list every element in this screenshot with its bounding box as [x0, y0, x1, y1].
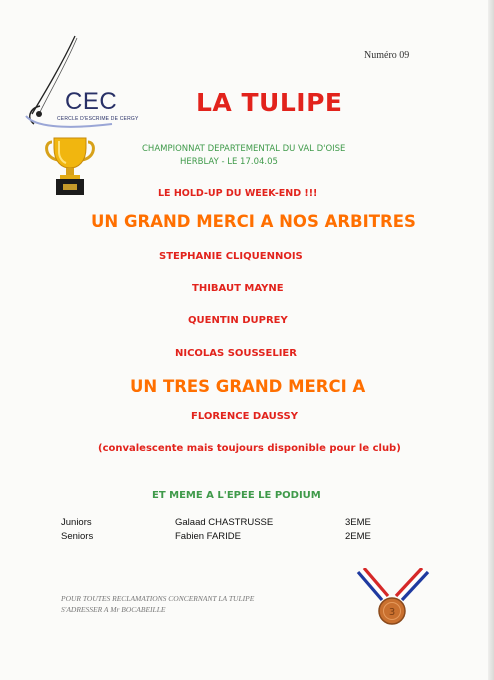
referee-name: NICOLAS SOUSSELIER: [175, 348, 297, 359]
podium-heading: ET MEME A L'EPEE LE PODIUM: [152, 490, 321, 501]
holdup-heading: LE HOLD-UP DU WEEK-END !!!: [158, 188, 318, 199]
svg-text:3: 3: [388, 607, 396, 618]
medal-icon: [352, 568, 432, 630]
referees-thanks-heading: UN GRAND MERCI A NOS ARBITRES: [91, 212, 416, 231]
special-thanks-heading: UN TRES GRAND MERCI A: [130, 377, 366, 396]
result-place: 2EME: [345, 531, 371, 542]
trophy-icon: [44, 134, 96, 198]
footer-line: S'ADRESSER A Mr BOCABEILLE: [61, 605, 166, 614]
thanked-person-name: FLORENCE DAUSSY: [191, 411, 298, 422]
logo-text: CEC: [65, 88, 118, 115]
result-category: Juniors: [61, 517, 92, 528]
result-name: Galaad CHASTRUSSE: [175, 517, 274, 528]
result-name: Fabien FARIDE: [175, 531, 241, 542]
event-location-date: HERBLAY - LE 17.04.05: [180, 157, 278, 167]
referee-name: QUENTIN DUPREY: [188, 315, 288, 326]
referee-name: THIBAUT MAYNE: [192, 283, 284, 294]
referee-name: STEPHANIE CLIQUENNOIS: [159, 251, 303, 262]
logo-subtitle: CERCLE D'ESCRIME DE CERGY: [57, 116, 139, 122]
event-name: CHAMPIONNAT DEPARTEMENTAL DU VAL D'OISE: [142, 144, 346, 154]
newsletter-title: LA TULIPE: [196, 88, 343, 117]
result-place: 3EME: [345, 517, 371, 528]
result-category: Seniors: [61, 531, 94, 542]
convalescent-note: (convalescente mais toujours disponible pour le club): [98, 443, 401, 454]
footer-line: POUR TOUTES RECLAMATIONS CONCERNANT LA TULIPE: [61, 594, 255, 603]
issue-number: Numéro 09: [364, 50, 410, 61]
